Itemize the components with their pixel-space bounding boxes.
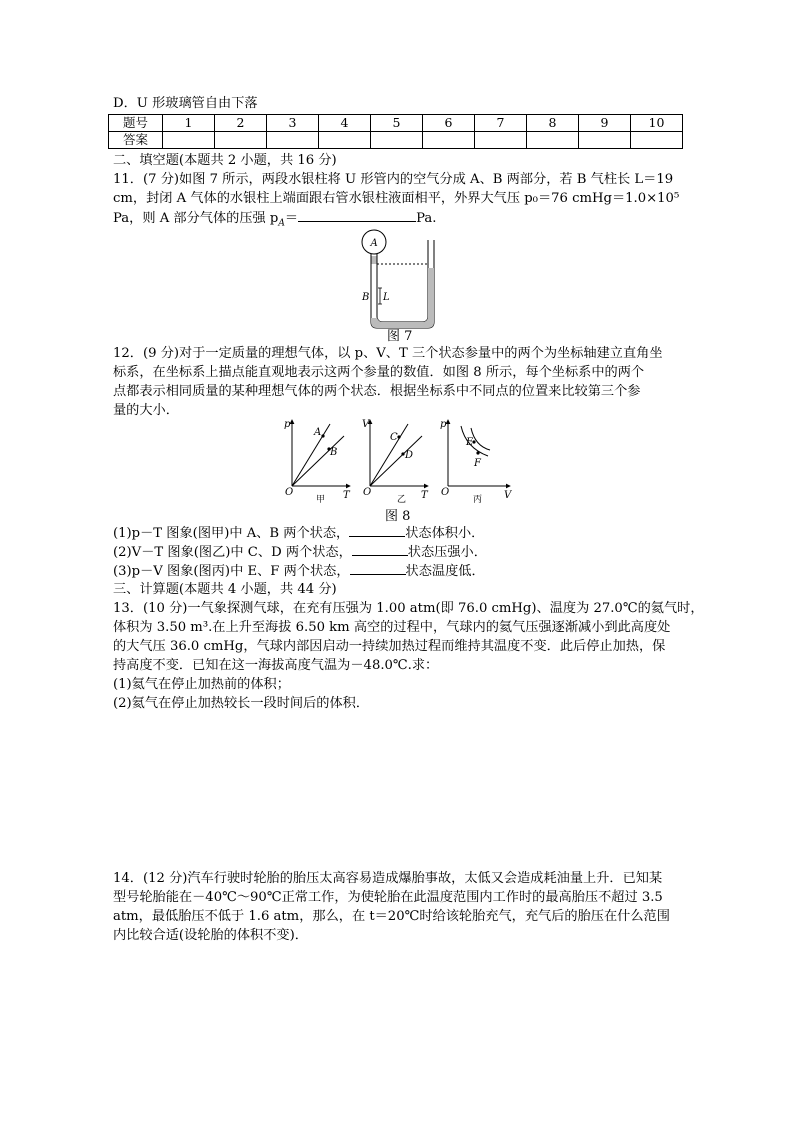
- q13-sub2: (2)氦气在停止加热较长一段时间后的体积．: [113, 696, 370, 711]
- table-cell: 5: [371, 115, 423, 132]
- answer-cell[interactable]: [579, 132, 631, 149]
- table-cell: 8: [527, 115, 579, 132]
- q12-sub2: [113, 543, 487, 562]
- figure-7-caption: 图 7: [387, 329, 413, 344]
- answer-cell[interactable]: [371, 132, 423, 149]
- table-cell: 6: [423, 115, 475, 132]
- graph-label: T: [343, 490, 350, 501]
- table-cell: 10: [631, 115, 683, 132]
- table-cell: 2: [215, 115, 267, 132]
- q12-sub1: [113, 524, 484, 543]
- row-label-answer: 答案: [109, 132, 163, 149]
- q12-line3: 点都表示相同质量的某种理想气体的两个状态．根据坐标系中不同点的位置来比较第三个参: [113, 384, 641, 399]
- q13-line1: 13．(10 分)一气象探测气球，在充有压强为 1.00 atm(即 76.0 cmHg)、温度为 27.0℃的氦气时，: [113, 601, 704, 616]
- table-cell: 1: [163, 115, 215, 132]
- label-b: B: [362, 292, 370, 303]
- q11-unit: Pa.: [416, 211, 437, 226]
- q11-line1: 11．(7 分)如图 7 所示，两段水银柱将 U 形管内的空气分成 A、B 两部分，若 B 气柱长 L＝19: [113, 172, 674, 187]
- answer-cell[interactable]: [163, 132, 215, 149]
- graph-label: A: [314, 427, 322, 438]
- row-label-number: 题号: [109, 115, 163, 132]
- table-cell: 9: [579, 115, 631, 132]
- graph-label: 乙: [397, 495, 407, 505]
- figure-7-u-tube: [352, 226, 452, 338]
- figure-8-graphs: [278, 416, 518, 508]
- graph-label: p: [440, 419, 447, 430]
- graph-label: O: [285, 487, 294, 498]
- option-d: D．U 形玻璃管自由下落: [113, 96, 258, 111]
- q12-sub2-text: (2)V－T 图象(图乙)中 C、D 两个状态，: [113, 545, 352, 560]
- q13-sub1: (1)氦气在停止加热前的体积；: [113, 677, 290, 692]
- graph-label: D: [405, 450, 414, 461]
- q13-line4: 持高度不变．已知在这一海拔高度气温为－48.0℃.求：: [113, 658, 439, 673]
- graph-label: O: [441, 487, 450, 498]
- q12-sub1-text: (1)p－T 图象(图甲)中 A、B 两个状态，: [113, 526, 350, 541]
- table-cell: 7: [475, 115, 527, 132]
- answer-blank[interactable]: [298, 209, 416, 222]
- q12-sub3-text: (3)p－V 图象(图丙)中 E、F 两个状态，: [113, 564, 350, 579]
- answer-blank[interactable]: [349, 524, 405, 537]
- graph-label: O: [363, 487, 372, 498]
- table-cell: 3: [267, 115, 319, 132]
- q14-line1: 14．(12 分)汽车行驶时轮胎的胎压太高容易造成爆胎事故，太低又会造成耗油量上升．已知某: [113, 871, 663, 886]
- q12-line4: 量的大小．: [113, 403, 179, 418]
- q12-sub1-tail: 状态体积小．: [405, 526, 485, 541]
- label-a: A: [370, 238, 378, 249]
- graph-label: V: [504, 490, 512, 501]
- graph-label: V: [362, 419, 370, 430]
- q11-text: Pa，则 A 部分气体的压强 p: [113, 211, 279, 226]
- q11-line2: cm，封闭 A 气体的水银柱上端面跟右管水银柱液面相平，外界大气压 p₀＝76 cmHg＝1.0×10⁵: [113, 191, 680, 206]
- graph-jia: [284, 419, 351, 505]
- q12-line2: 标系，在坐标系上描点能直观地表示这两个参量的数值．如图 8 所示，每个坐标系中的两个: [113, 365, 645, 380]
- table-row: [109, 132, 683, 149]
- q14-line4: 内比较合适(设轮胎的体积不变)．: [113, 928, 308, 943]
- answer-cell[interactable]: [215, 132, 267, 149]
- graph-label: E: [466, 437, 474, 448]
- table-row: [109, 115, 683, 132]
- graph-label: 甲: [316, 495, 326, 505]
- table-cell: 4: [319, 115, 371, 132]
- graph-label: 丙: [473, 495, 483, 505]
- q12-sub3-tail: 状态温度低．: [405, 564, 485, 579]
- answer-cell[interactable]: [475, 132, 527, 149]
- answer-cell[interactable]: [319, 132, 371, 149]
- section-title: 三、计算题(本题共 4 小题，共 44 分): [113, 582, 337, 597]
- q14-line3: atm，最低胎压不低于 1.6 atm，那么，在 t＝20℃时给该轮胎充气，充气后的胎压在什么范围: [113, 909, 670, 924]
- graph-bing: [440, 419, 513, 505]
- answer-cell[interactable]: [527, 132, 579, 149]
- graph-label: B: [330, 447, 338, 458]
- q12-sub3: [113, 562, 485, 581]
- answer-blank[interactable]: [352, 543, 408, 556]
- label-l: L: [383, 292, 390, 303]
- answer-cell[interactable]: [423, 132, 475, 149]
- graph-label: p: [284, 419, 291, 430]
- graph-label: F: [474, 458, 481, 469]
- figure-8-caption: 图 8: [385, 509, 411, 524]
- answer-table: [108, 114, 683, 149]
- section-title: 二、填空题(本题共 2 小题，共 16 分): [113, 153, 337, 168]
- graph-label: C: [390, 432, 398, 443]
- answer-cell[interactable]: [631, 132, 683, 149]
- q13-line2: 体积为 3.50 m³.在上升至海拔 6.50 km 高空的过程中，气球内的氦气压强逐渐减小到此高度处: [113, 620, 671, 635]
- graph-yi: [362, 419, 429, 505]
- graph-label: T: [421, 490, 428, 501]
- q11-equals: ＝: [284, 211, 299, 226]
- answer-blank[interactable]: [350, 562, 406, 575]
- q14-line2: 型号轮胎能在－40℃～90℃正常工作，为使轮胎在此温度范围内工作时的最高胎压不超过 3.5: [113, 890, 663, 905]
- q13-line3: 的大气压 36.0 cmHg，气球内部因启动一持续加热过程而维持其温度不变．此后停止加热，保: [113, 639, 666, 654]
- q11-subscript: A: [278, 218, 285, 229]
- q12-sub2-tail: 状态压强小．: [407, 545, 487, 560]
- answer-cell[interactable]: [267, 132, 319, 149]
- q12-line1: 12．(9 分)对于一定质量的理想气体，以 p、V、T 三个状态参量中的两个为坐标轴建立直角坐: [113, 346, 663, 361]
